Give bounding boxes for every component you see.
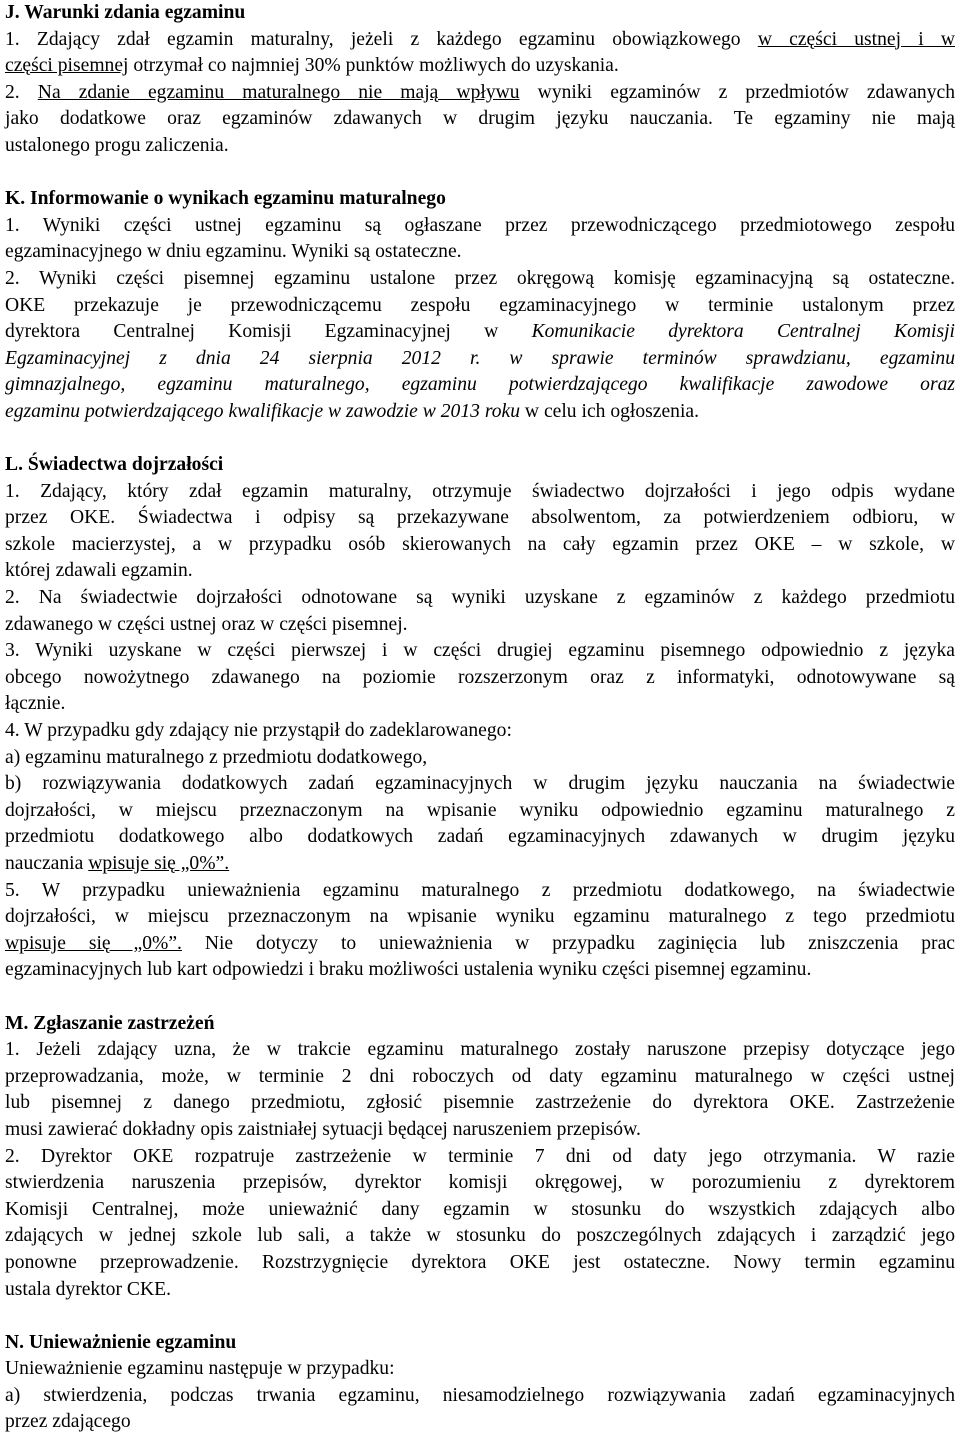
section-heading-l: L. Świadectwa dojrzałości <box>5 454 224 476</box>
paragraph-line: ponowne przeprowadzenie. Rozstrzygnięcie dyrektora OKE jest ostateczne. Nowy termin egzaminu <box>5 1251 955 1273</box>
paragraph-line: obcego nowożytnego zdawanego na poziomie rozszerzonym oraz z informatyki, odnotowywane są <box>5 666 955 688</box>
paragraph-line: której zdawali egzamin. <box>5 560 193 582</box>
paragraph-line: musi zawierać dokładny opis zaistniałej sytuacji będącej naruszeniem przepisów. <box>5 1118 641 1140</box>
section-spacer <box>5 426 955 453</box>
section-spacer <box>5 160 955 187</box>
paragraph-line: 1. Zdający zdał egzamin maturalny, jeżeli z każdego egzaminu obowiązkowego w części ustnej i w <box>5 28 956 50</box>
paragraph-line: ustalonego progu zaliczenia. <box>5 134 229 156</box>
section-heading-j: J. Warunki zdania egzaminu <box>5 2 246 23</box>
paragraph-line: egzaminu potwierdzającego kwalifikacje w zawodzie w 2013 roku w celu ich ogłoszenia. <box>5 400 700 422</box>
paragraph-line: egzaminacyjnych lub kart odpowiedzi i braku możliwości ustalenia wyniku części pisemnej egzaminu. <box>5 959 812 981</box>
paragraph-line: zdawanego w części ustnej oraz w części pisemnej. <box>5 613 408 635</box>
paragraph-line: stwierdzenia naruszenia przepisów, dyrektor komisji okręgowej, w porozumieniu z dyrektorem <box>5 1172 955 1194</box>
section-heading-n: N. Unieważnienie egzaminu <box>5 1331 237 1353</box>
paragraph-line: lub pisemnej z danego przedmiotu, zgłosić pisemnie zastrzeżenie do dyrektora OKE. Zastrzeżenie <box>5 1092 955 1114</box>
paragraph-line: łącznie. <box>5 693 66 715</box>
paragraph-line: egzaminacyjnego w dniu egzaminu. Wyniki są ostateczne. <box>5 241 462 263</box>
paragraph-line: b) rozwiązywania dodatkowych zadań egzaminacyjnych w drugim języku nauczania na świadectwie <box>5 773 955 795</box>
paragraph-line: 5. W przypadku unieważnienia egzaminu maturalnego z przedmiotu dodatkowego, na świadectwie <box>5 879 955 901</box>
paragraph-line: a) stwierdzenia, podczas trwania egzaminu, niesamodzielnego rozwiązywania zadań egzaminacyjnych <box>5 1384 955 1406</box>
paragraph-line: gimnazjalnego, egzaminu maturalnego, egzaminu potwierdzającego kwalifikacje zawodowe oraz <box>5 374 955 396</box>
paragraph-line: Komisji Centralnej, może unieważnić dany egzamin w stosunku do wszystkich zdających albo <box>5 1198 955 1220</box>
paragraph-line: OKE przekazuje je przewodniczącemu zespołu egzaminacyjnego w terminie ustalonym przez <box>5 294 955 316</box>
paragraph-line: 1. Jeżeli zdający uzna, że w trakcie egzaminu maturalnego zostały naruszone przepisy dotyczące jego <box>5 1039 955 1061</box>
paragraph-line: przez OKE. Świadectwa i odpisy są przekazywane absolwentom, za potwierdzeniem odbioru, w <box>5 507 955 529</box>
paragraph-line: przedmiotu dodatkowego albo dodatkowych zadań egzaminacyjnych zdawanych w drugim języku <box>5 826 955 848</box>
paragraph-line: przeprowadzania, może, w terminie 2 dni roboczych od daty egzaminu maturalnego w części ustnej <box>5 1065 955 1087</box>
paragraph-line: jako dodatkowe oraz egzaminów zdawanych w drugim języku nauczania. Te egzaminy nie mają <box>5 108 955 130</box>
paragraph-line: nauczania wpisuje się „0%”. <box>5 853 230 874</box>
paragraph-line: 2. Wyniki części pisemnej egzaminu ustalone przez okręgową komisję egzaminacyjną są ostateczne. <box>5 267 955 289</box>
paragraph-line: 2. Na zdanie egzaminu maturalnego nie mają wpływu wyniki egzaminów z przedmiotów zdawanych <box>5 81 955 103</box>
section-heading-k: K. Informowanie o wynikach egzaminu maturalnego <box>5 188 446 210</box>
paragraph-line: dyrektora Centralnej Komisji Egzaminacyjnej w Komunikacie dyrektora Centralnej Komisji <box>5 321 955 343</box>
paragraph-line: części pisemnej otrzymał co najmniej 30% punktów możliwych do uzyskania. <box>5 55 619 77</box>
paragraph-line: Unieważnienie egzaminu następuje w przypadku: <box>5 1358 395 1380</box>
paragraph-line: a) egzaminu maturalnego z przedmiotu dodatkowego, <box>5 746 428 768</box>
paragraph-line: 2. Dyrektor OKE rozpatruje zastrzeżenie w terminie 7 dni od daty jego otrzymania. W razie <box>5 1145 955 1167</box>
paragraph-line: 4. W przypadku gdy zdający nie przystąpił do zadeklarowanego: <box>5 720 512 742</box>
paragraph-line: zdających w jednej szkole lub sali, a także w stosunku do poszczególnych zdających i zarządzić jego <box>5 1225 955 1247</box>
section-spacer <box>5 984 955 1011</box>
paragraph-line: dojrzałości, w miejscu przeznaczonym na wpisanie wyniku egzaminu maturalnego z tego przedmiotu <box>5 906 955 928</box>
paragraph-line: Egzaminacyjnej z dnia 24 sierpnia 2012 r. w sprawie terminów sprawdzianu, egzaminu <box>5 347 955 369</box>
paragraph-line: 1. Wyniki części ustnej egzaminu są ogłaszane przez przewodniczącego przedmiotowego zespołu <box>5 214 955 236</box>
paragraph-line: dojrzałości, w miejscu przeznaczonym na wpisanie wyniku odpowiednio egzaminu maturalnego z <box>5 799 955 821</box>
paragraph-line: szkole macierzystej, a w przypadku osób skierowanych na cały egzamin przez OKE – w szkole, w <box>5 533 955 555</box>
paragraph-line: wpisuje się „0%”. Nie dotyczy to unieważnienia w przypadku zaginięcia lub zniszczenia prac <box>5 932 955 954</box>
section-spacer <box>5 1303 955 1330</box>
paragraph-line: 2. Na świadectwie dojrzałości odnotowane są wyniki uzyskane z egzaminów z każdego przedmiotu <box>5 587 955 609</box>
paragraph-line: przez zdającego <box>5 1411 131 1433</box>
paragraph-line: ustala dyrektor CKE. <box>5 1278 171 1300</box>
paragraph-line: 3. Wyniki uzyskane w części pierwszej i w części drugiej egzaminu pisemnego odpowiednio z języka <box>5 640 955 662</box>
paragraph-line: 1. Zdający, który zdał egzamin maturalny, otrzymuje świadectwo dojrzałości i jego odpis wydane <box>5 480 955 502</box>
section-heading-m: M. Zgłaszanie zastrzeżeń <box>5 1012 215 1034</box>
